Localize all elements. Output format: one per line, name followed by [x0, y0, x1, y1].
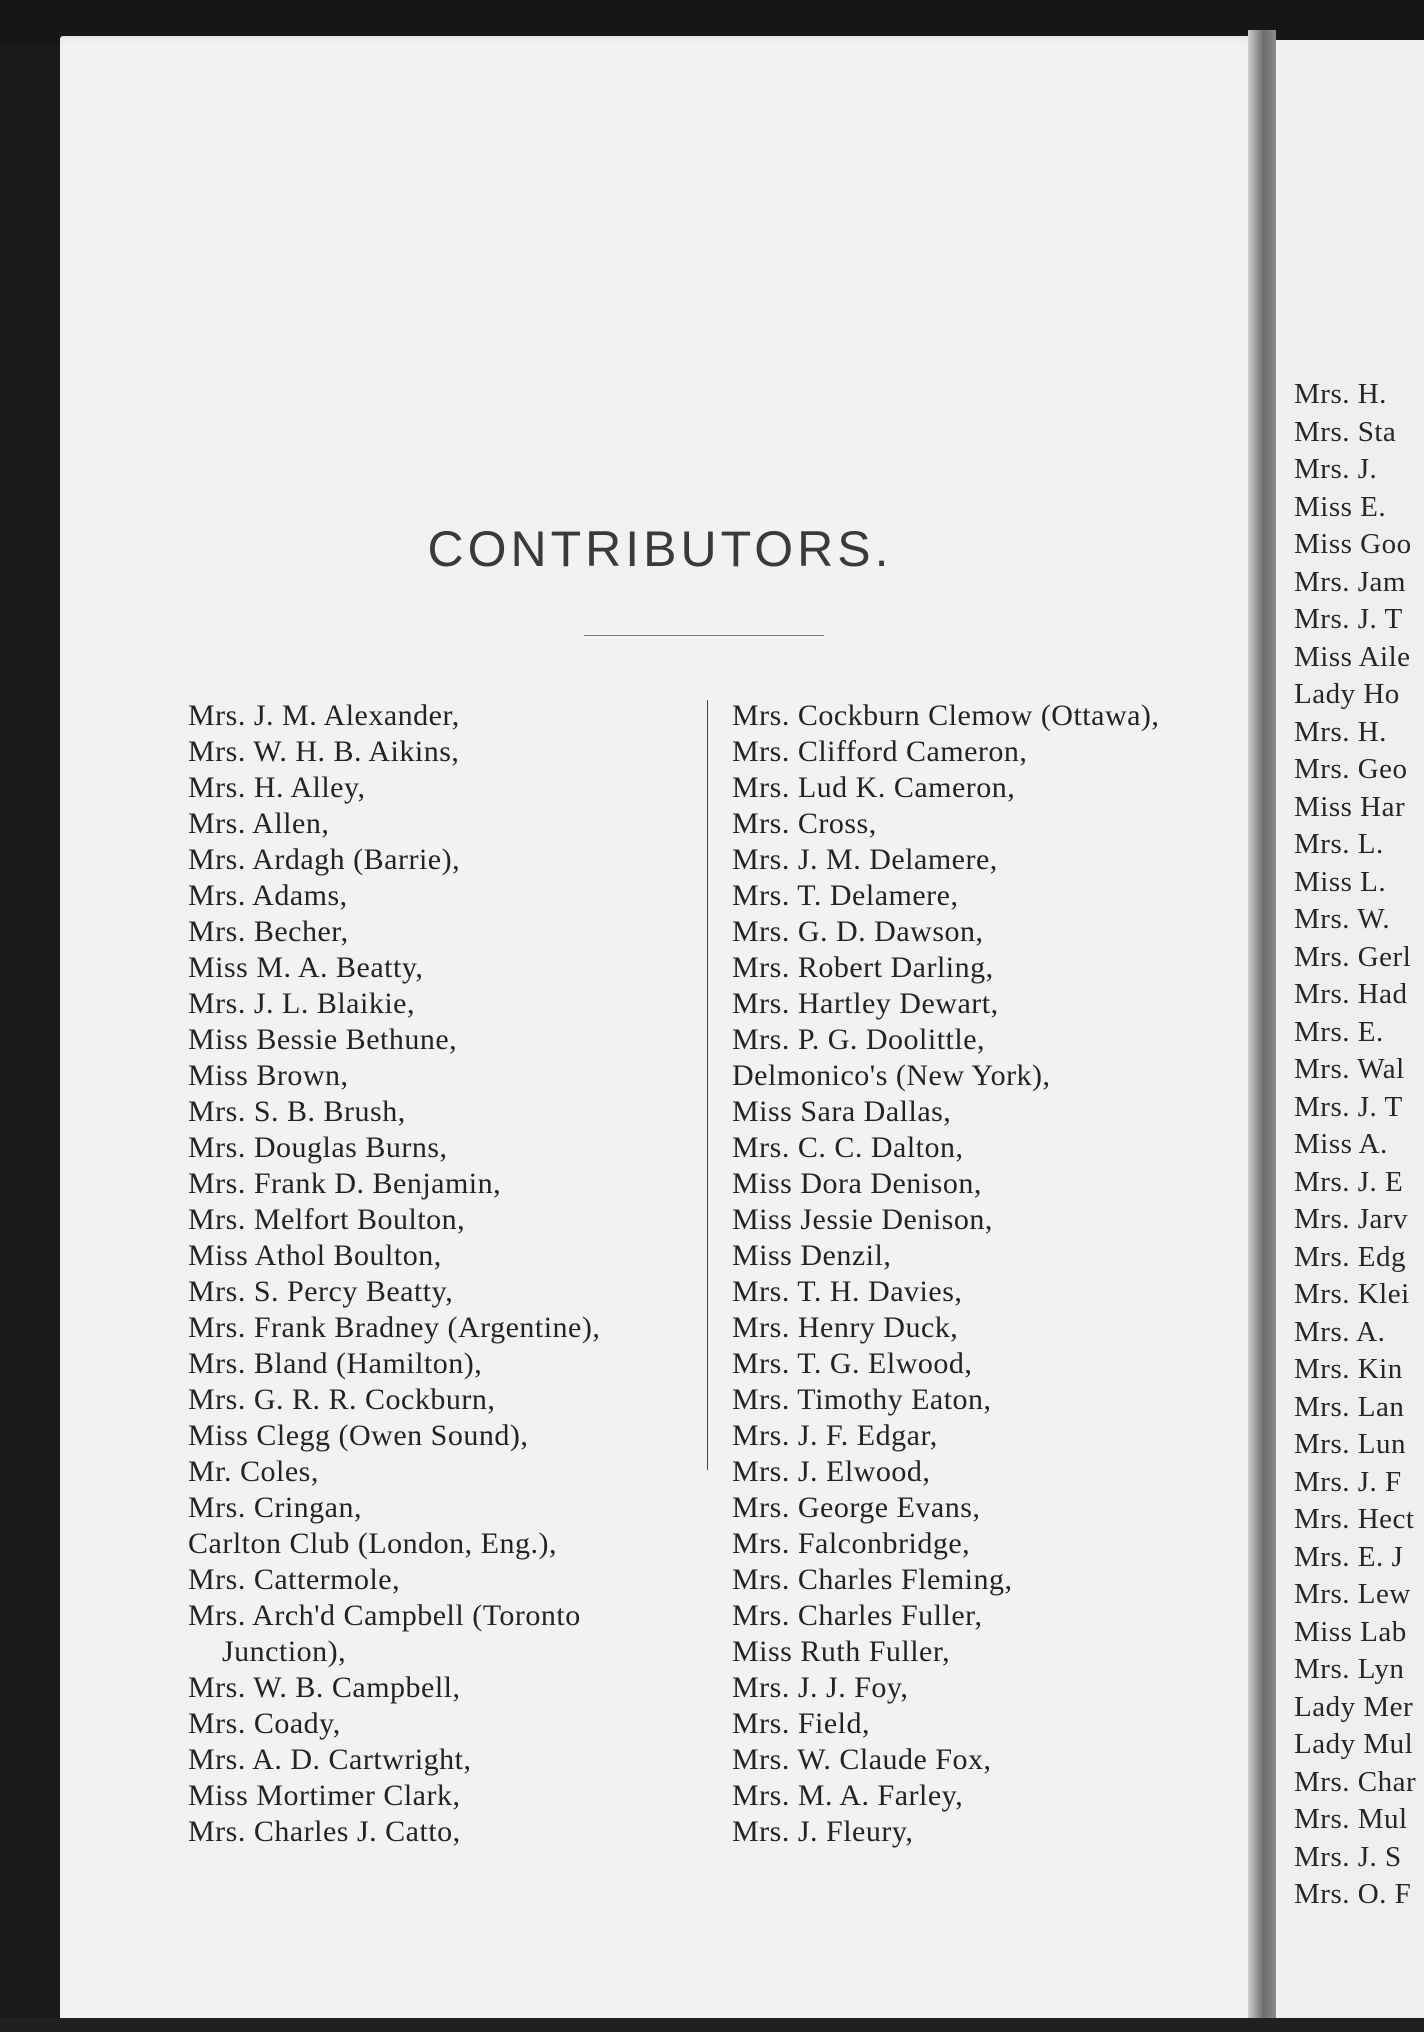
contributor-entry: Mrs. Melfort Boulton, — [188, 1203, 466, 1236]
contributor-entry: Mr. Coles, — [188, 1455, 319, 1488]
contributor-entry: Mrs. Lun — [1294, 1428, 1406, 1460]
contributor-entry: Mrs. A. D. Cartwright, — [188, 1743, 472, 1776]
contributor-entry: Mrs. Cattermole, — [188, 1563, 401, 1596]
contributor-entry: Mrs. Coady, — [188, 1707, 341, 1740]
contributor-entry: Mrs. J. F. Edgar, — [732, 1419, 938, 1452]
contributor-entry: Mrs. Geo — [1294, 753, 1408, 785]
contributor-entry: Mrs. J. M. Delamere, — [732, 843, 998, 876]
book-gutter — [1248, 30, 1276, 2030]
contributor-entry: Mrs. J. Fleury, — [732, 1815, 914, 1848]
contributor-entry: Lady Mer — [1294, 1690, 1414, 1723]
contributor-entry: Mrs. E. J — [1294, 1540, 1404, 1573]
contributor-entry: Mrs. Charles J. Catto, — [188, 1815, 461, 1848]
contributor-entry: Mrs. Allen, — [188, 807, 330, 840]
contributor-entry: Mrs. Douglas Burns, — [188, 1131, 448, 1164]
contributor-entry: Mrs. Henry Duck, — [732, 1311, 959, 1344]
column-divider — [707, 700, 708, 1470]
contributor-entry: Mrs. H. — [1294, 715, 1387, 748]
contributor-entry: Mrs. Kin — [1294, 1353, 1403, 1385]
contributor-entry: Mrs. M. A. Farley, — [732, 1779, 964, 1812]
contributor-entry: Mrs. Sta — [1294, 415, 1397, 448]
contributor-entry: Mrs. J. F — [1294, 1465, 1402, 1498]
contributor-entry: Mrs. C. C. Dalton, — [732, 1131, 964, 1164]
contributor-entry: Miss Bessie Bethune, — [188, 1023, 458, 1056]
contributor-entry: Mrs. Charles Fuller, — [732, 1599, 983, 1632]
contributor-entry: Mrs. Clifford Cameron, — [732, 735, 1028, 768]
page-title: CONTRIBUTORS. — [427, 521, 893, 577]
contributor-entry: Mrs. Robert Darling, — [732, 951, 994, 984]
contributor-entry: Miss Goo — [1294, 528, 1412, 560]
contributor-entry: Mrs. Hartley Dewart, — [732, 987, 999, 1020]
contributor-entry: Mrs. Lyn — [1294, 1653, 1405, 1685]
contributor-entry: Miss Ruth Fuller, — [732, 1635, 951, 1668]
contributor-entry: Mrs. Edg — [1294, 1240, 1406, 1273]
contributor-entry: Mrs. Hect — [1294, 1503, 1415, 1535]
contributor-entry: Mrs. Bland (Hamilton), — [188, 1347, 483, 1380]
contributor-entry: Miss Athol Boulton, — [188, 1239, 442, 1272]
contributor-entry: Junction), — [222, 1635, 347, 1668]
contributor-entry: Miss Mortimer Clark, — [188, 1779, 461, 1812]
contributor-entry: Miss Clegg (Owen Sound), — [188, 1419, 529, 1452]
contributor-entry: Lady Mul — [1294, 1728, 1414, 1760]
contributor-entry: Mrs. J. S — [1294, 1840, 1402, 1873]
contributor-entry: Lady Ho — [1294, 678, 1400, 710]
contributor-entry: Mrs. Falconbridge, — [732, 1527, 971, 1560]
contributor-entry: Miss Brown, — [188, 1059, 349, 1092]
contributor-entry: Mrs. George Evans, — [732, 1491, 981, 1524]
contributor-entry: Miss Aile — [1294, 640, 1411, 673]
contributor-entry: Mrs. J. M. Alexander, — [188, 699, 460, 732]
contributor-entry: Mrs. Gerl — [1294, 940, 1412, 973]
contributor-entry: Mrs. Arch'd Campbell (Toronto — [188, 1599, 581, 1632]
contributor-entry: Miss M. A. Beatty, — [188, 951, 424, 984]
contributor-entry: Mrs. Timothy Eaton, — [732, 1383, 992, 1416]
contributor-entry: Mrs. Jarv — [1294, 1203, 1409, 1235]
scan-bottom-edge — [0, 2018, 1424, 2032]
contributor-entry: Mrs. P. G. Doolittle, — [732, 1023, 986, 1056]
contributor-entry: Mrs. Frank D. Benjamin, — [188, 1167, 502, 1200]
contributor-entry: Mrs. Lew — [1294, 1578, 1411, 1610]
contributor-entry: Miss Dora Denison, — [732, 1167, 982, 1200]
contributor-entry: Mrs. L. — [1294, 828, 1384, 860]
contributor-entry: Mrs. T. Delamere, — [732, 879, 959, 912]
contributor-entry: Mrs. H. Alley, — [188, 771, 366, 804]
contributor-entry: Mrs. O. F — [1294, 1878, 1412, 1910]
left-name-column — [188, 698, 600, 1850]
contributor-entry: Mrs. W. H. B. Aikins, — [188, 735, 460, 768]
contributor-entry: Mrs. H. — [1294, 378, 1387, 410]
middle-name-column — [732, 698, 1159, 1850]
contributor-entry: Mrs. G. R. R. Cockburn, — [188, 1383, 496, 1416]
contributor-entry: Mrs. J. Elwood, — [732, 1455, 931, 1488]
contributor-entry: Mrs. Cross, — [732, 807, 877, 840]
contributor-entry: Mrs. Char — [1294, 1765, 1417, 1798]
contributor-entry: Mrs. A. — [1294, 1315, 1386, 1348]
contributor-entry: Mrs. S. Percy Beatty, — [188, 1275, 454, 1308]
contributor-entry: Mrs. J. J. Foy, — [732, 1671, 909, 1704]
contributor-entry: Carlton Club (London, Eng.), — [188, 1527, 557, 1560]
contributor-entry: Mrs. G. D. Dawson, — [732, 915, 984, 948]
contributor-entry: Miss Lab — [1294, 1615, 1407, 1648]
contributor-entry: Mrs. Adams, — [188, 879, 348, 912]
contributor-entry: Mrs. T. G. Elwood, — [732, 1347, 973, 1380]
contributor-entry: Mrs. Klei — [1294, 1278, 1410, 1310]
contributor-entry: Miss Denzil, — [732, 1239, 892, 1272]
contributor-entry: Mrs. Becher, — [188, 915, 349, 948]
contributor-entry: Mrs. Charles Fleming, — [732, 1563, 1013, 1596]
contributor-entry: Mrs. Wal — [1294, 1053, 1405, 1085]
contributor-entry: Mrs. Lud K. Cameron, — [732, 771, 1016, 804]
contributor-entry: Miss Har — [1294, 790, 1406, 823]
contributor-entry: Mrs. S. B. Brush, — [188, 1095, 406, 1128]
contributor-entry: Mrs. Had — [1294, 978, 1408, 1010]
contributor-entry: Mrs. J. E — [1294, 1165, 1404, 1198]
contributor-entry: Mrs. Jam — [1294, 565, 1406, 598]
right-page-name-column — [1294, 376, 1416, 1914]
contributor-entry: Mrs. T. H. Davies, — [732, 1275, 963, 1308]
contributor-entry: Mrs. Field, — [732, 1707, 871, 1740]
contributor-entry: Mrs. Cringan, — [188, 1491, 362, 1524]
contributor-entry: Mrs. E. — [1294, 1015, 1384, 1048]
contributor-entry: Miss Sara Dallas, — [732, 1095, 952, 1128]
contributor-entry: Mrs. W. — [1294, 903, 1391, 935]
contributor-entry: Mrs. Mul — [1294, 1803, 1408, 1835]
contributor-entry: Miss A. — [1294, 1128, 1388, 1160]
contributor-entry: Miss Jessie Denison, — [732, 1203, 993, 1236]
contributor-entry: Mrs. Lan — [1294, 1390, 1405, 1423]
contributor-entry: Mrs. Ardagh (Barrie), — [188, 843, 461, 876]
contributor-entry: Mrs. Cockburn Clemow (Ottawa), — [732, 699, 1160, 732]
contributor-entry: Mrs. J. — [1294, 453, 1378, 485]
contributor-entry: Mrs. W. Claude Fox, — [732, 1743, 992, 1776]
contributor-entry: Miss L. — [1294, 865, 1387, 898]
contributor-entry: Mrs. Frank Bradney (Argentine), — [188, 1311, 601, 1344]
contributor-entry: Mrs. W. B. Campbell, — [188, 1671, 461, 1704]
contributor-entry: Mrs. J. T — [1294, 1090, 1403, 1123]
contributor-entry: Miss E. — [1294, 490, 1387, 523]
contributor-entry: Mrs. J. L. Blaikie, — [188, 987, 415, 1020]
contributor-entry: Mrs. J. T — [1294, 603, 1403, 635]
right-page — [1276, 40, 1424, 2032]
title-rule — [584, 635, 824, 636]
contributor-entry: Delmonico's (New York), — [732, 1059, 1051, 1092]
